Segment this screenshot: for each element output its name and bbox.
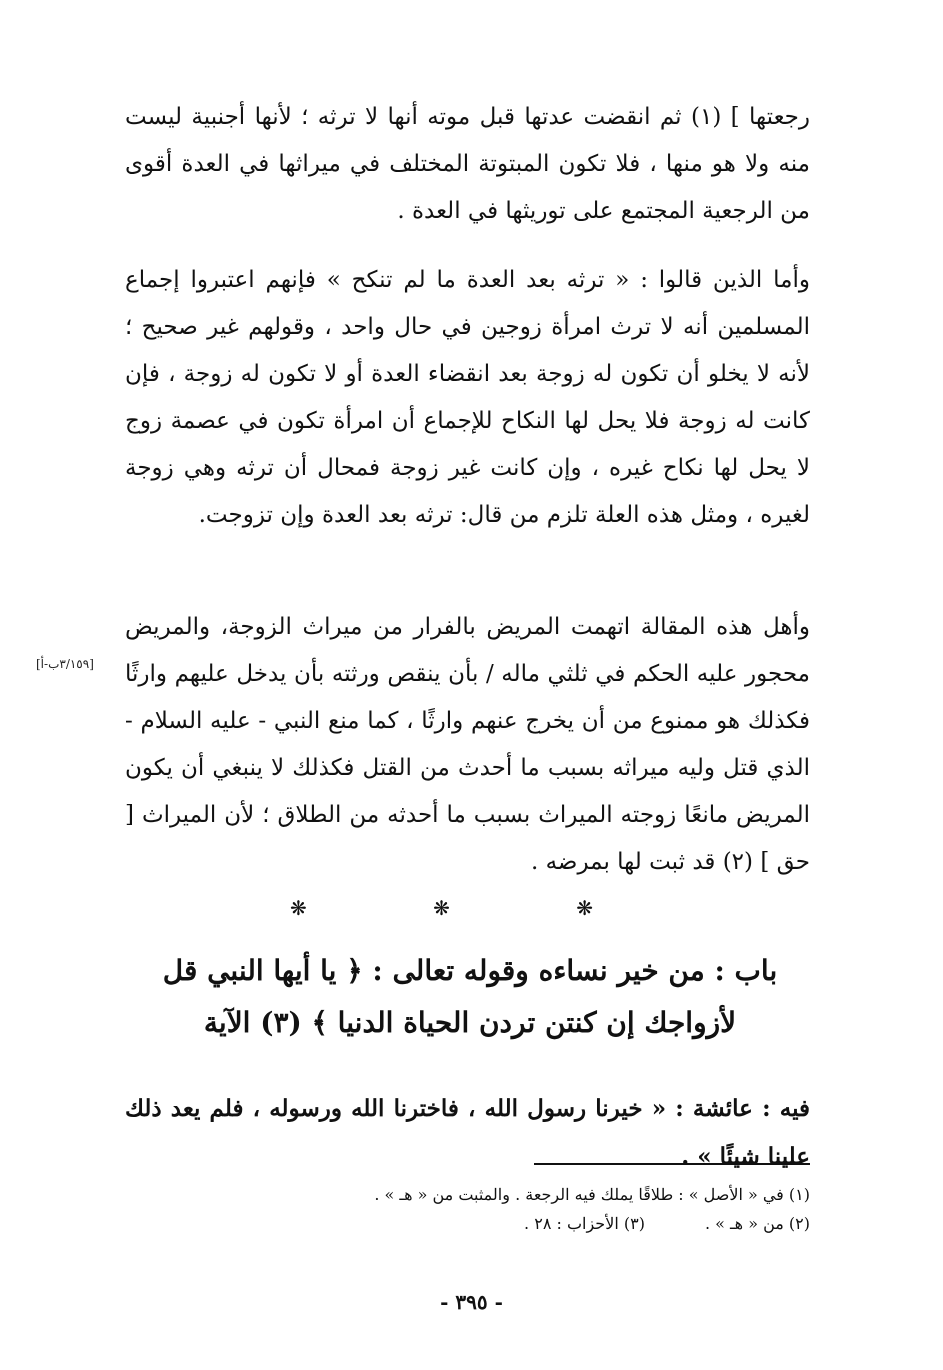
footnote-3: (٣) الأحزاب : ٢٨ . — [524, 1214, 645, 1233]
margin-manuscript-reference: [٣/١٥٩ب-أ] — [36, 657, 94, 671]
page-number: - ٣٩٥ - — [440, 1290, 503, 1314]
footnote-2-3-row — [300, 1209, 810, 1238]
footnote-1: (١) في « الأصل » : طلاقًا يملك فيه الرجعة . والمثبت من « هـ » . — [374, 1185, 810, 1204]
section-separator-stars: ❋ ❋ ❋ — [290, 896, 653, 920]
footnotes — [300, 1180, 810, 1238]
chapter-heading-line-1: باب : من خير نساءه وقوله تعالى : ﴿ يا أيها النبي قل — [162, 954, 778, 987]
paragraph-1: رجعتها ] (١) ثم انقضت عدتها قبل موته أنها لا ترثه ؛ لأنها أجنبية ليست منه ولا هو منها ، فلا تكون المبتوتة المختلف في ميراثها في العدة أقوى من الرجعية المجتمع على توريثها في العدة . — [125, 104, 810, 224]
footnote-2: (٢) من « هـ » . — [704, 1214, 810, 1233]
paragraph-2: وأما الذين قالوا : « ترثه بعد العدة ما لم تنكح » فإنهم اعتبروا إجماع المسلمين أنه لا ترث امرأة زوجين في حال واحد ، وقولهم غير صحيح ؛ لأنه لا يخلو أن تكون له زوجة بعد انقضاء العدة أو لا تكون له زوجة ، فإن كانت له زوجة فلا يحل لها النكاح للإجماع أن امرأة تكون في عصمة زوج لا يحل لها نكاح غيره ، وإن كانت غير زوجة فمحال أن ترثه وهي زوجة لغيره ، ومثل هذه العلة تلزم من قال: ترثه بعد العدة وإن تزوجت. — [125, 267, 810, 528]
chapter-heading-line-2: لأزواجك إن كنتن تردن الحياة الدنيا ﴾ (٣) الآية — [203, 1006, 737, 1039]
chapter-heading — [130, 945, 810, 1049]
footnote-divider — [534, 1163, 810, 1165]
paragraph-3: وأهل هذه المقالة اتهمت المريض بالفرار من ميراث الزوجة، والمريض محجور عليه الحكم في ثلثي ماله / بأن ينقص ورثته بأن يدخل عليهم وارثًا فكذلك هو ممنوع من أن يخرج عنهم وارثًا ، كما منع النبي - عليه السلام - الذي قتل وليه ميراثه بسبب ما أحدث من القتل فكذلك لا ينبغي أن يكون المريض مانعًا زوجته الميراث بسبب ما أحدثه من الطلاق ؛ لأن الميراث [ حق ] (٢) قد ثبت لها بمرضه . — [125, 614, 810, 875]
paragraph-4-hadith: فيه : عائشة : « خيرنا رسول الله ، فاخترنا الله ورسوله ، فلم يعد ذلك علينا شيئًا » . — [125, 1095, 810, 1170]
